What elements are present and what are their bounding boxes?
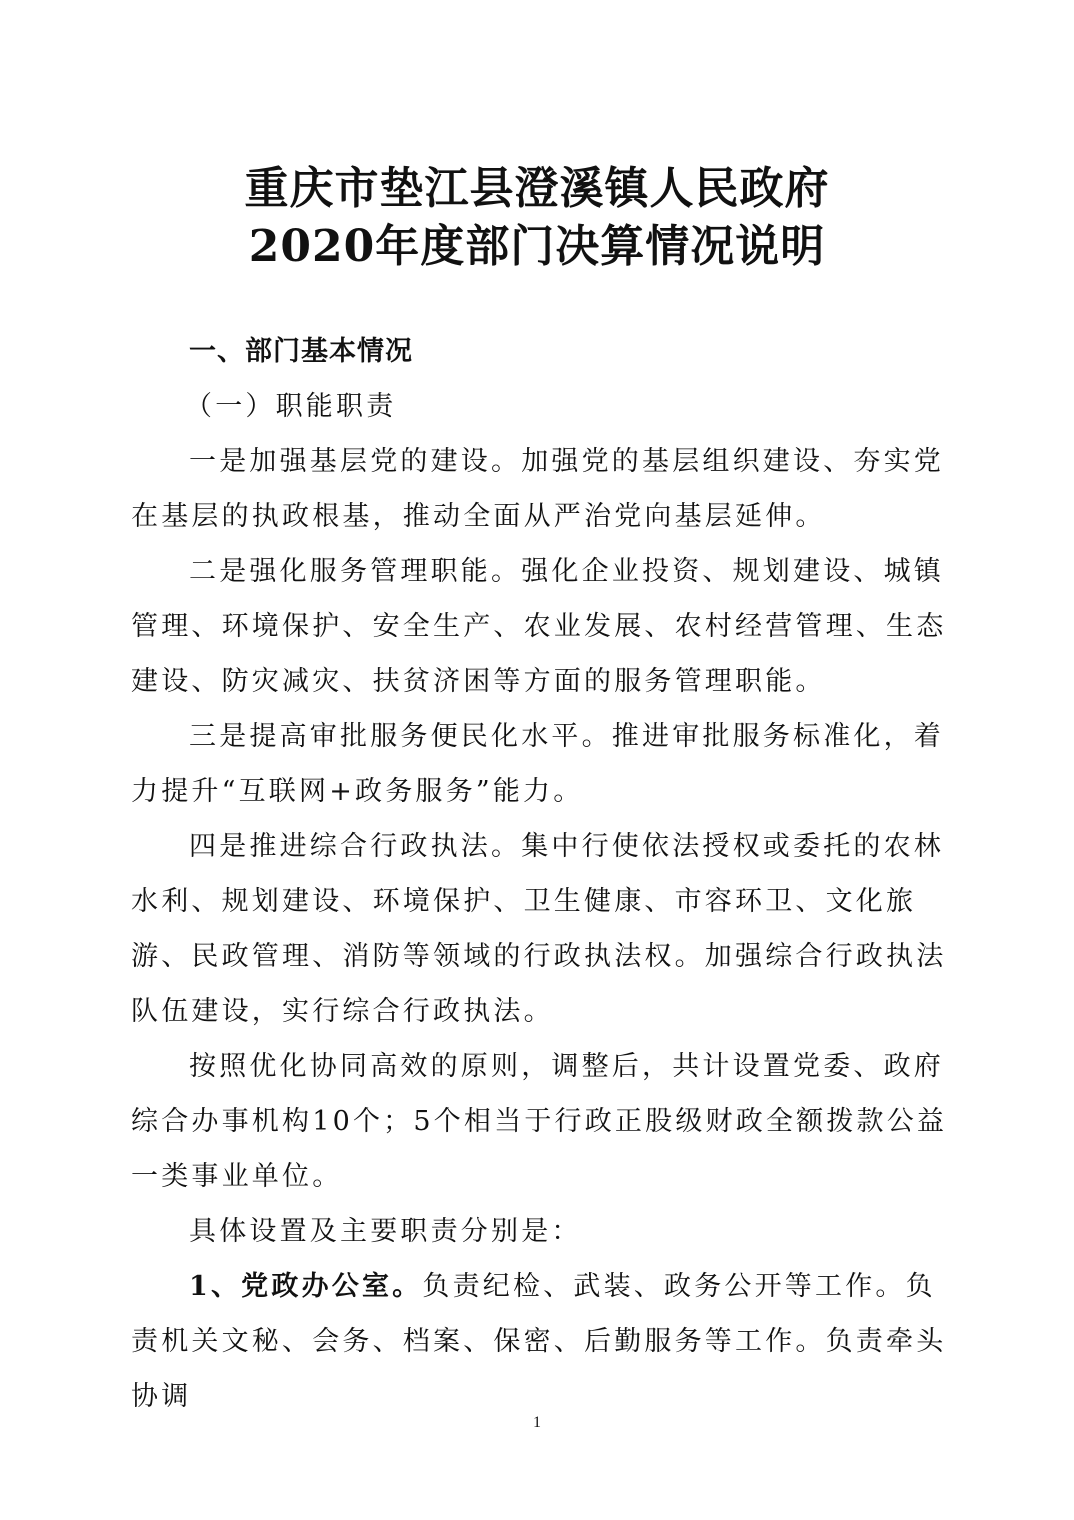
item-1-paragraph [131, 1259, 951, 1424]
paragraph-3: 三是提高审批服务便民化水平。推进审批服务标准化，着力提升“互联网+政务服务”能力。 [131, 721, 944, 807]
item-1-text: 负责纪检、武装、政务公开等工作。负责机关文秘、会务、档案、保密、后勤服务等工作。负责牵头协调 [131, 1271, 947, 1412]
page-number: 1 [533, 1414, 541, 1431]
paragraph-2: 二是强化服务管理职能。强化企业投资、规划建设、城镇管理、环境保护、安全生产、农业发展、农村经营管理、生态建设、防灾减灾、扶贫济困等方面的服务管理职能。 [131, 556, 947, 697]
paragraph-6: 具体设置及主要职责分别是： [189, 1216, 582, 1247]
paragraph-4: 四是推进综合行政执法。集中行使依法授权或委托的农林水利、规划建设、环境保护、卫生健康、市容环卫、文化旅游、民政管理、消防等领域的行政执法权。加强综合行政执法队伍建设，实行综合行政执法。 [131, 831, 947, 1027]
document-body [131, 324, 951, 1424]
item-1-label: 1、党政办公室。 [189, 1271, 423, 1302]
sub-heading: （一）职能职责 [185, 391, 397, 422]
section-heading: 一、部门基本情况 [189, 336, 413, 367]
paragraph-1: 一是加强基层党的建设。加强党的基层组织建设、夯实党在基层的执政根基，推动全面从严治党向基层延伸。 [131, 446, 944, 532]
document-title-line2: 2020年度部门决算情况说明 [248, 221, 826, 272]
paragraph-5: 按照优化协同高效的原则，调整后，共计设置党委、政府综合办事机构10个；5个相当于行政正股级财政全额拨款公益一类事业单位。 [131, 1051, 948, 1192]
document-title-line1: 重庆市垫江县澄溪镇人民政府 [244, 163, 830, 214]
